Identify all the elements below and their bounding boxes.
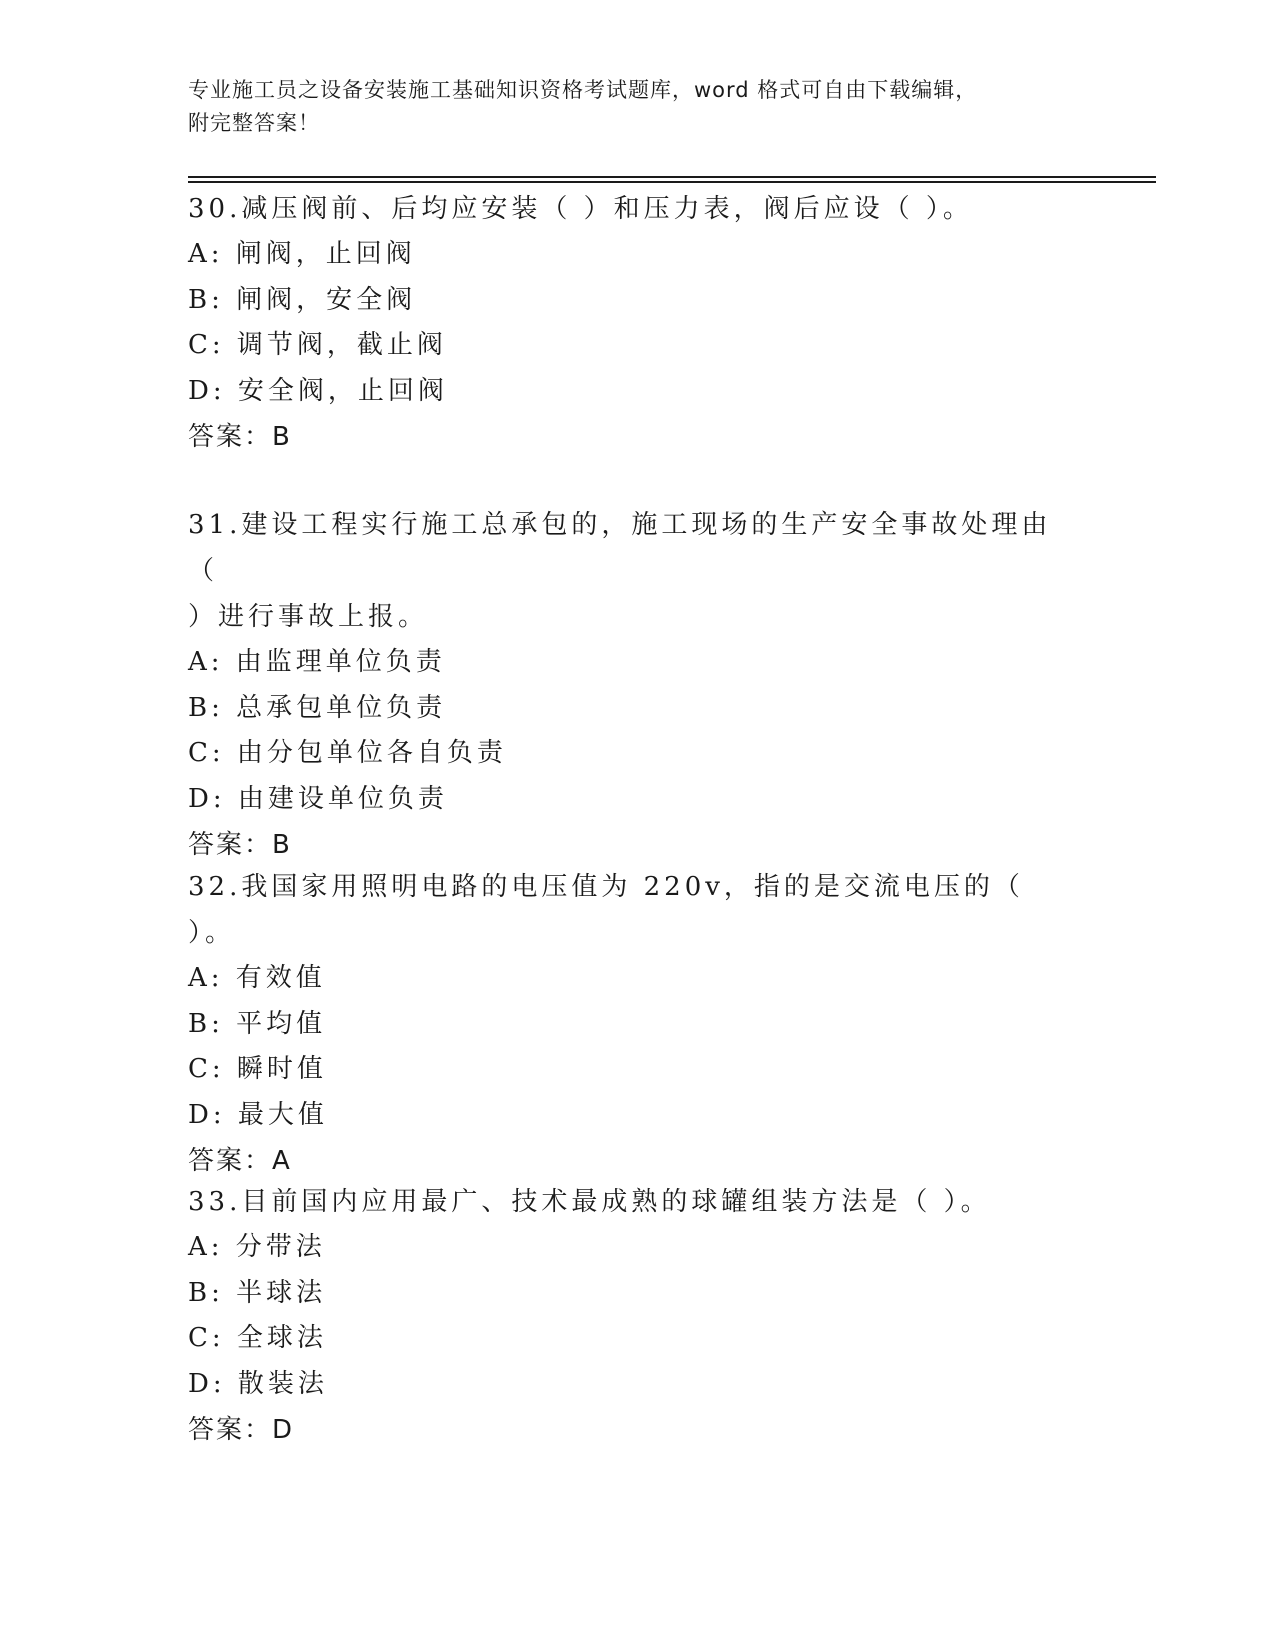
option-d: D: 最大值 [188,1099,328,1130]
option-c: C: 瞬时值 [188,1054,327,1084]
header-line-2: 附完整答案！ [188,111,320,135]
answer: 答案：B [188,830,292,860]
question-stem-line-2: ）进行事故上报。 [188,602,429,632]
question-32 [188,864,1068,1184]
question-stem: 32.我国家用照明电路的电压值为 220v，指的是交流电压的（ ）。 [188,872,1037,948]
option-c: C: 由分包单位各自负责 [188,738,507,768]
answer: 答案：A [188,1146,292,1176]
option-d: D: 安全阀，止回阀 [188,375,448,406]
answer: 答案：B [188,422,292,452]
option-b: B: 总承包单位负责 [188,692,447,723]
question-stem-line-1: 31.建设工程实行施工总承包的，施工现场的生产安全事故处理由（ [188,510,1052,586]
option-a: A: 由监理单位负责 [188,647,446,677]
question-stem: 33.目前国内应用最广、技术最成熟的球罐组装方法是（ ）。 [188,1187,991,1217]
option-a: A: 分带法 [188,1232,326,1262]
header-divider-bottom [188,181,1156,183]
question-stem: 30.减压阀前、后均应安装（ ）和压力表，阀后应设（ ）。 [188,194,973,224]
question-30 [188,186,1068,460]
option-c: C: 全球法 [188,1323,327,1353]
option-d: D: 散装法 [188,1368,328,1399]
answer: 答案：D [188,1415,295,1445]
question-31 [188,502,1068,868]
question-33 [188,1179,1068,1453]
header-divider-top [188,176,1156,178]
document-header [188,74,1088,140]
option-b: B: 半球法 [188,1277,327,1308]
option-a: A: 有效值 [188,963,326,993]
option-b: B: 平均值 [188,1008,327,1039]
option-b: B: 闸阀，安全阀 [188,284,417,315]
option-c: C: 调节阀，截止阀 [188,330,447,360]
option-d: D: 由建设单位负责 [188,783,448,814]
header-line-1: 专业施工员之设备安装施工基础知识资格考试题库，word 格式可自由下载编辑， [188,78,978,102]
option-a: A: 闸阀，止回阀 [188,239,416,269]
